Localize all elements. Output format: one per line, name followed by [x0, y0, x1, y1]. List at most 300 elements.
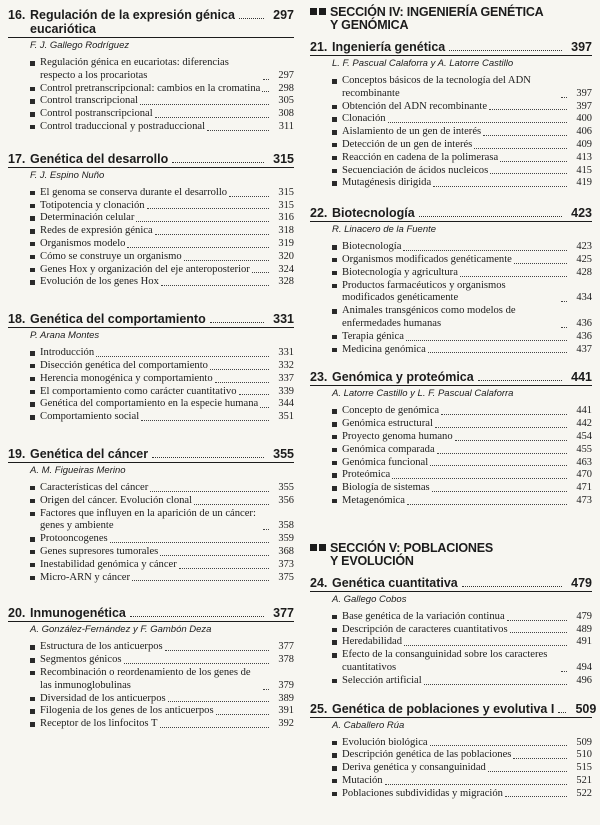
dot-leader	[161, 285, 269, 286]
chapter-authors: L. F. Pascual Calaforra y A. Latorre Castillo	[310, 55, 592, 69]
dot-leader	[489, 109, 567, 110]
dot-leader	[132, 580, 269, 581]
toc-item-page: 509	[576, 736, 592, 748]
toc-item-page: 328	[278, 276, 294, 288]
toc-item[interactable]	[332, 165, 592, 178]
dot-leader	[460, 276, 567, 277]
dot-leader	[432, 491, 567, 492]
toc-item[interactable]	[30, 572, 294, 585]
toc-item-page: 397	[576, 100, 592, 112]
toc-item[interactable]	[30, 386, 294, 399]
toc-item-text: Genes supresores tumorales	[40, 545, 159, 557]
toc-item[interactable]	[332, 675, 592, 688]
toc-item-text: Receptor de los linfocitos T	[40, 718, 158, 730]
dot-leader	[407, 504, 567, 505]
toc-item[interactable]	[332, 444, 592, 457]
toc-item[interactable]	[30, 83, 294, 96]
toc-item-text: Genes Hox y organización del eje anteroposterior	[40, 263, 250, 275]
dot-leader	[392, 478, 567, 479]
toc-item[interactable]	[332, 749, 592, 762]
chapter-number: 20.	[8, 606, 26, 621]
toc-item-text: Organismos modelo	[40, 237, 126, 249]
toc-item-text: Secuenciación de ácidos nucleicos	[342, 164, 489, 176]
toc-item-text: Conceptos básicos de la tecnología del ADN recombinante	[342, 75, 531, 99]
toc-item[interactable]	[30, 559, 294, 572]
toc-item-text: Poblaciones subdivididas y migración	[342, 787, 503, 799]
toc-item-page: 319	[278, 237, 294, 249]
toc-item[interactable]	[30, 276, 294, 289]
toc-item[interactable]	[332, 331, 592, 344]
dot-leader	[239, 8, 264, 19]
toc-item-page: 337	[278, 372, 294, 384]
chapter-title-row[interactable]	[310, 370, 592, 384]
chapter-authors: F. J. Espino Nuño	[8, 167, 294, 181]
dot-leader	[124, 663, 269, 664]
toc-item[interactable]	[332, 405, 592, 418]
toc-item-text: Factores que influyen en la aparición de un cáncer: genes y ambiente	[40, 507, 256, 532]
toc-item-text: Deriva genética y consanguinidad	[342, 762, 486, 774]
toc-item[interactable]	[30, 108, 294, 121]
toc-item-text: Mutación	[342, 774, 383, 786]
dot-leader	[140, 104, 269, 105]
toc-item-text: Efecto de la consanguinidad sobre los caracteres cuantitativos	[342, 649, 548, 673]
toc-item[interactable]	[332, 457, 592, 470]
chapter-21	[310, 40, 592, 190]
toc-item[interactable]	[30, 251, 294, 264]
chapter-title: Genética del desarrollo	[30, 151, 169, 166]
dot-leader	[152, 457, 264, 458]
toc-item-text: Comportamiento social	[40, 411, 140, 423]
toc-item[interactable]	[332, 469, 592, 482]
chapter-authors: R. Linacero de la Fuente	[310, 221, 592, 235]
toc-item-text: Inestabilidad genómica y cáncer	[40, 558, 177, 570]
toc-item-text: Genética del comportamiento en la especie humana	[40, 398, 259, 410]
toc-item[interactable]	[332, 611, 592, 624]
chapter-title	[30, 8, 294, 36]
chapter-19	[8, 447, 294, 584]
toc-item-page: 489	[576, 623, 592, 635]
toc-item[interactable]	[30, 693, 294, 706]
toc-item-page: 375	[278, 571, 294, 583]
dot-leader	[194, 504, 269, 505]
toc-item-text: Base genética de la variación continua	[342, 610, 505, 622]
toc-item[interactable]	[332, 280, 592, 306]
dot-leader	[428, 352, 567, 353]
chapter-title: Ingeniería genética	[332, 40, 446, 54]
dot-leader	[110, 542, 269, 543]
section-iv-chapters	[310, 40, 592, 508]
toc-item-text: Herencia monogénica y comportamiento	[40, 372, 213, 384]
dot-leader	[441, 414, 567, 415]
chapter-title: Genómica y proteómica	[332, 370, 474, 385]
toc-item-text: Protooncogenes	[40, 533, 108, 545]
toc-item-page: 397	[576, 87, 592, 99]
dot-leader	[404, 645, 567, 646]
chapter-title-line-text: Regulación de la expresión génica	[30, 8, 235, 22]
toc-item-text: Genómica estructural	[342, 418, 433, 430]
left-column	[8, 0, 294, 731]
dot-leader	[147, 208, 269, 209]
toc-item-page: 297	[278, 69, 294, 81]
chapter-number: 21.	[310, 40, 328, 54]
toc-item-page: 379	[278, 679, 294, 691]
chapter-title-row[interactable]	[8, 606, 294, 620]
chapter-authors: A. González-Fernández y F. Gambón Deza	[8, 621, 294, 635]
dot-leader	[430, 745, 567, 746]
chapter-title: Genética del comportamiento	[30, 312, 206, 327]
chapter-title-row[interactable]	[8, 152, 294, 166]
chapter-title-row[interactable]	[310, 576, 592, 590]
toc-item[interactable]	[30, 398, 294, 411]
section-list	[8, 187, 294, 289]
dot-leader	[229, 196, 269, 197]
dot-leader	[165, 650, 269, 651]
toc-item-page: 368	[278, 545, 294, 557]
chapter-22	[310, 206, 592, 356]
chapter-title-row[interactable]	[8, 8, 294, 36]
toc-item-page: 305	[278, 95, 294, 107]
right-column	[310, 0, 597, 800]
toc-item-text: Detección de un gen de interés	[342, 138, 473, 150]
toc-item-text: Descripción genética de las poblaciones	[342, 749, 512, 761]
toc-item-text: Determinación celular	[40, 212, 135, 224]
section-iv-heading	[310, 6, 592, 32]
section-list	[310, 241, 592, 356]
toc-item-text: Proteómica	[342, 469, 391, 481]
dot-leader	[215, 382, 269, 383]
toc-item-text: Biotecnología	[342, 241, 402, 253]
chapter-title-row[interactable]	[8, 447, 294, 461]
toc-item[interactable]	[332, 737, 592, 750]
chapter-24	[310, 576, 592, 688]
chapter-title: Genética del cáncer	[30, 446, 149, 461]
dot-leader	[127, 247, 269, 248]
toc-item-text: Disección genética del comportamiento	[40, 359, 208, 371]
chapter-page: 315	[273, 151, 294, 166]
toc-item[interactable]	[332, 101, 592, 114]
toc-item[interactable]	[332, 649, 592, 675]
dot-leader	[455, 440, 567, 441]
dot-leader	[507, 620, 567, 621]
chapter-authors: A. Caballero Rúa	[310, 717, 592, 731]
toc-item-page: 496	[576, 674, 592, 686]
toc-item-page: 373	[278, 558, 294, 570]
toc-item-text: Biología de sistemas	[342, 482, 430, 494]
dot-leader	[513, 758, 567, 759]
dot-leader	[263, 79, 269, 80]
dot-leader	[483, 135, 567, 136]
toc-item-text: Segmentos génicos	[40, 654, 122, 666]
toc-item[interactable]	[332, 305, 592, 331]
toc-item[interactable]	[332, 624, 592, 637]
toc-item[interactable]	[30, 225, 294, 238]
toc-item-page: 332	[278, 359, 294, 371]
toc-item[interactable]	[30, 654, 294, 667]
chapter-page: 297	[273, 8, 294, 22]
section-list	[8, 482, 294, 584]
toc-item[interactable]	[332, 788, 592, 801]
dot-leader	[216, 714, 269, 715]
toc-item[interactable]	[30, 212, 294, 225]
toc-item-page: 355	[278, 481, 294, 493]
dot-leader	[263, 529, 269, 530]
chapter-title-row[interactable]	[310, 701, 597, 716]
toc-item-page: 428	[576, 266, 592, 278]
chapter-title: Genética cuantitativa	[332, 575, 458, 590]
toc-item[interactable]	[30, 546, 294, 559]
toc-item-page: 377	[278, 641, 294, 653]
section-iv-line2: Y GENÓMICA	[330, 18, 409, 32]
toc-item[interactable]	[30, 347, 294, 360]
dot-leader	[260, 407, 269, 408]
toc-item-text: Terapia génica	[342, 330, 404, 342]
chapter-title: Inmunogenética	[30, 606, 126, 621]
chapter-18	[8, 312, 294, 424]
toc-item[interactable]	[30, 238, 294, 251]
toc-item[interactable]	[30, 705, 294, 718]
dot-leader	[136, 221, 269, 222]
toc-item-text: Evolución biológica	[342, 736, 428, 748]
toc-item[interactable]	[30, 200, 294, 213]
toc-item-page: 308	[278, 108, 294, 120]
toc-item[interactable]	[332, 495, 592, 508]
toc-item[interactable]	[30, 57, 294, 83]
chapter-17	[8, 152, 294, 289]
toc-item[interactable]	[30, 667, 294, 693]
chapter-page: 441	[571, 370, 592, 385]
toc-item-text: Animales transgénicos como modelos de enfermedades humanas	[342, 305, 516, 329]
toc-item-text: Cómo se construye un organismo	[40, 250, 182, 262]
toc-item-page: 425	[576, 253, 592, 265]
section-v-chapters	[310, 575, 597, 801]
toc-item-page: 491	[576, 636, 592, 648]
chapter-title-row[interactable]	[8, 312, 294, 326]
chapter-authors: A. Latorre Castillo y L. F. Pascual Calaforra	[310, 385, 592, 399]
section-list	[8, 347, 294, 424]
toc-item-page: 413	[576, 151, 592, 163]
toc-item-page: 494	[576, 661, 592, 673]
toc-item[interactable]	[332, 267, 592, 280]
chapter-number: 18.	[8, 312, 26, 327]
toc-item-page: 419	[576, 177, 592, 189]
toc-item[interactable]	[30, 533, 294, 546]
toc-item-page: 470	[576, 469, 592, 481]
toc-item[interactable]	[332, 636, 592, 649]
toc-item-text: Estructura de los anticuerpos	[40, 641, 163, 653]
toc-item-text: Genómica comparada	[342, 443, 435, 455]
toc-item[interactable]	[30, 508, 294, 534]
section-list	[310, 75, 592, 190]
toc-item[interactable]	[30, 264, 294, 277]
section-list	[310, 611, 592, 688]
toc-item-page: 298	[278, 82, 294, 94]
dot-leader	[500, 161, 567, 162]
dot-leader	[172, 162, 264, 163]
section-list	[8, 57, 294, 134]
toc-item-text: Evolución de los genes Hox	[40, 276, 159, 288]
dot-leader	[96, 356, 269, 357]
chapter-title: Biotecnología	[332, 206, 415, 221]
toc-item-text: Características del cáncer	[40, 481, 149, 493]
toc-item[interactable]	[332, 152, 592, 165]
toc-item-page: 339	[278, 385, 294, 397]
toc-item[interactable]	[332, 254, 592, 267]
dot-leader	[490, 173, 567, 174]
dot-leader	[406, 340, 567, 341]
dot-leader	[462, 586, 562, 587]
toc-item[interactable]	[30, 121, 294, 134]
toc-item-page: 391	[278, 705, 294, 717]
toc-item[interactable]	[30, 360, 294, 373]
toc-item[interactable]	[332, 482, 592, 495]
toc-item-text: Reacción en cadena de la polimerasa	[342, 151, 499, 163]
dot-leader	[239, 394, 270, 395]
toc-item-text: Proyecto genoma humano	[342, 430, 453, 442]
chapter-title-row[interactable]	[310, 206, 592, 220]
section-list	[8, 641, 294, 731]
toc-item-text: Aislamiento de un gen de interés	[342, 126, 482, 138]
dot-leader	[561, 97, 567, 98]
toc-item-text: Mutagénesis dirigida	[342, 177, 432, 189]
chapter-title-line: eucariótica	[30, 22, 97, 36]
toc-item-page: 318	[278, 225, 294, 237]
toc-item-page: 415	[576, 164, 592, 176]
dot-leader	[130, 616, 264, 617]
toc-item-text: Organismos modificados genéticamente	[342, 253, 512, 265]
chapter-page: 509	[575, 701, 597, 716]
dot-leader	[160, 727, 270, 728]
toc-item-text: Clonación	[342, 113, 386, 125]
toc-item-page: 510	[576, 749, 592, 761]
toc-item-text: Genómica funcional	[342, 456, 429, 468]
toc-item[interactable]	[332, 75, 592, 101]
dot-leader	[433, 186, 567, 187]
dot-leader	[207, 130, 269, 131]
toc-item[interactable]	[30, 641, 294, 654]
toc-item-page: 436	[576, 330, 592, 342]
section-v-heading	[310, 542, 592, 568]
toc-item-text: Diversidad de los anticuerpos	[40, 692, 166, 704]
toc-item-text: Obtención del ADN recombinante	[342, 100, 488, 112]
dot-leader	[141, 420, 269, 421]
toc-item-page: 436	[576, 317, 592, 329]
dot-leader	[510, 632, 567, 633]
dot-leader	[155, 117, 269, 118]
toc-item-page: 315	[278, 199, 294, 211]
toc-item[interactable]	[332, 177, 592, 190]
toc-item[interactable]	[332, 126, 592, 139]
toc-item-text: Recombinación o reordenamiento de los genes de las inmunoglobulinas	[40, 666, 251, 691]
chapter-title-line	[30, 8, 294, 22]
toc-item[interactable]	[30, 482, 294, 495]
square-bullet-icon	[319, 544, 326, 551]
dot-leader	[210, 369, 269, 370]
chapter-number: 19.	[8, 446, 26, 461]
chapter-page: 479	[571, 575, 592, 590]
chapter-number: 25.	[310, 701, 328, 716]
toc-item-page: 316	[278, 212, 294, 224]
toc-item[interactable]	[332, 241, 592, 254]
dot-leader	[424, 684, 567, 685]
toc-item-text: Productos farmacéuticos y organismos modificados genéticamente	[342, 279, 506, 304]
toc-item[interactable]	[30, 95, 294, 108]
toc-item-text: Origen del cáncer. Evolución clonal	[40, 494, 193, 506]
dot-leader	[435, 427, 567, 428]
chapter-page: 331	[273, 312, 294, 327]
toc-item-page: 358	[278, 520, 294, 532]
toc-item-page: 406	[576, 126, 592, 138]
chapter-authors: P. Arana Montes	[8, 327, 294, 341]
dot-leader	[505, 796, 567, 797]
toc-item[interactable]	[30, 187, 294, 200]
dot-leader	[385, 784, 567, 785]
toc-item[interactable]	[30, 495, 294, 508]
toc-item-page: 311	[278, 120, 294, 132]
chapter-title: Genética de poblaciones y evolutiva I	[332, 701, 555, 716]
toc-item[interactable]	[30, 411, 294, 424]
dot-leader	[561, 327, 567, 328]
dot-leader	[179, 568, 269, 569]
toc-item-page: 463	[576, 456, 592, 468]
toc-item-page: 521	[576, 774, 592, 786]
toc-item[interactable]	[30, 373, 294, 386]
toc-item-page: 522	[576, 787, 592, 799]
chapter-title-row[interactable]	[310, 40, 592, 54]
toc-item-text: Selección artificial	[342, 674, 422, 686]
dot-leader	[388, 122, 567, 123]
toc-item-text: Control transcripcional	[40, 95, 138, 107]
chapter-20	[8, 606, 294, 731]
chapter-23	[310, 370, 592, 507]
dot-leader	[514, 263, 567, 264]
dot-leader	[184, 260, 269, 261]
toc-item-text: Regulación génica en eucariotas: diferencias respecto a los procariotas	[40, 57, 229, 81]
toc-item-text: Heredabilidad	[342, 636, 403, 648]
toc-item[interactable]	[332, 139, 592, 152]
toc-item-page: 515	[576, 762, 592, 774]
toc-item[interactable]	[30, 718, 294, 731]
toc-item-page: 455	[576, 443, 592, 455]
dot-leader	[419, 216, 562, 217]
toc-item-page: 389	[278, 692, 294, 704]
section-v-line2: Y EVOLUCIÓN	[330, 553, 414, 568]
toc-item-page: 423	[576, 241, 592, 253]
toc-item[interactable]	[332, 431, 592, 444]
toc-item[interactable]	[332, 762, 592, 775]
toc-item[interactable]	[332, 344, 592, 357]
toc-item-page: 409	[576, 138, 592, 150]
chapter-number: 24.	[310, 575, 328, 590]
chapter-number: 23.	[310, 370, 328, 385]
toc-item-text: Filogenia de los genes de los anticuerpos	[40, 705, 214, 717]
toc-item-page: 441	[576, 405, 592, 417]
toc-item-page: 378	[278, 654, 294, 666]
dot-leader	[449, 50, 562, 51]
toc-item-text: Introducción	[40, 347, 95, 359]
dot-leader	[478, 380, 562, 381]
toc-item-page: 351	[278, 411, 294, 423]
chapter-page: 377	[273, 606, 294, 621]
toc-item-page: 320	[278, 250, 294, 262]
toc-item-page: 344	[278, 398, 294, 410]
dot-leader	[263, 689, 269, 690]
toc-item[interactable]	[332, 775, 592, 788]
chapter-authors: F. J. Gallego Rodríguez	[8, 37, 294, 51]
toc-item[interactable]	[332, 418, 592, 431]
toc-item[interactable]	[332, 113, 592, 126]
section-iv-line1: SECCIÓN IV: INGENIERÍA GENÉTICA	[330, 5, 544, 19]
chapter-page: 423	[571, 206, 592, 221]
